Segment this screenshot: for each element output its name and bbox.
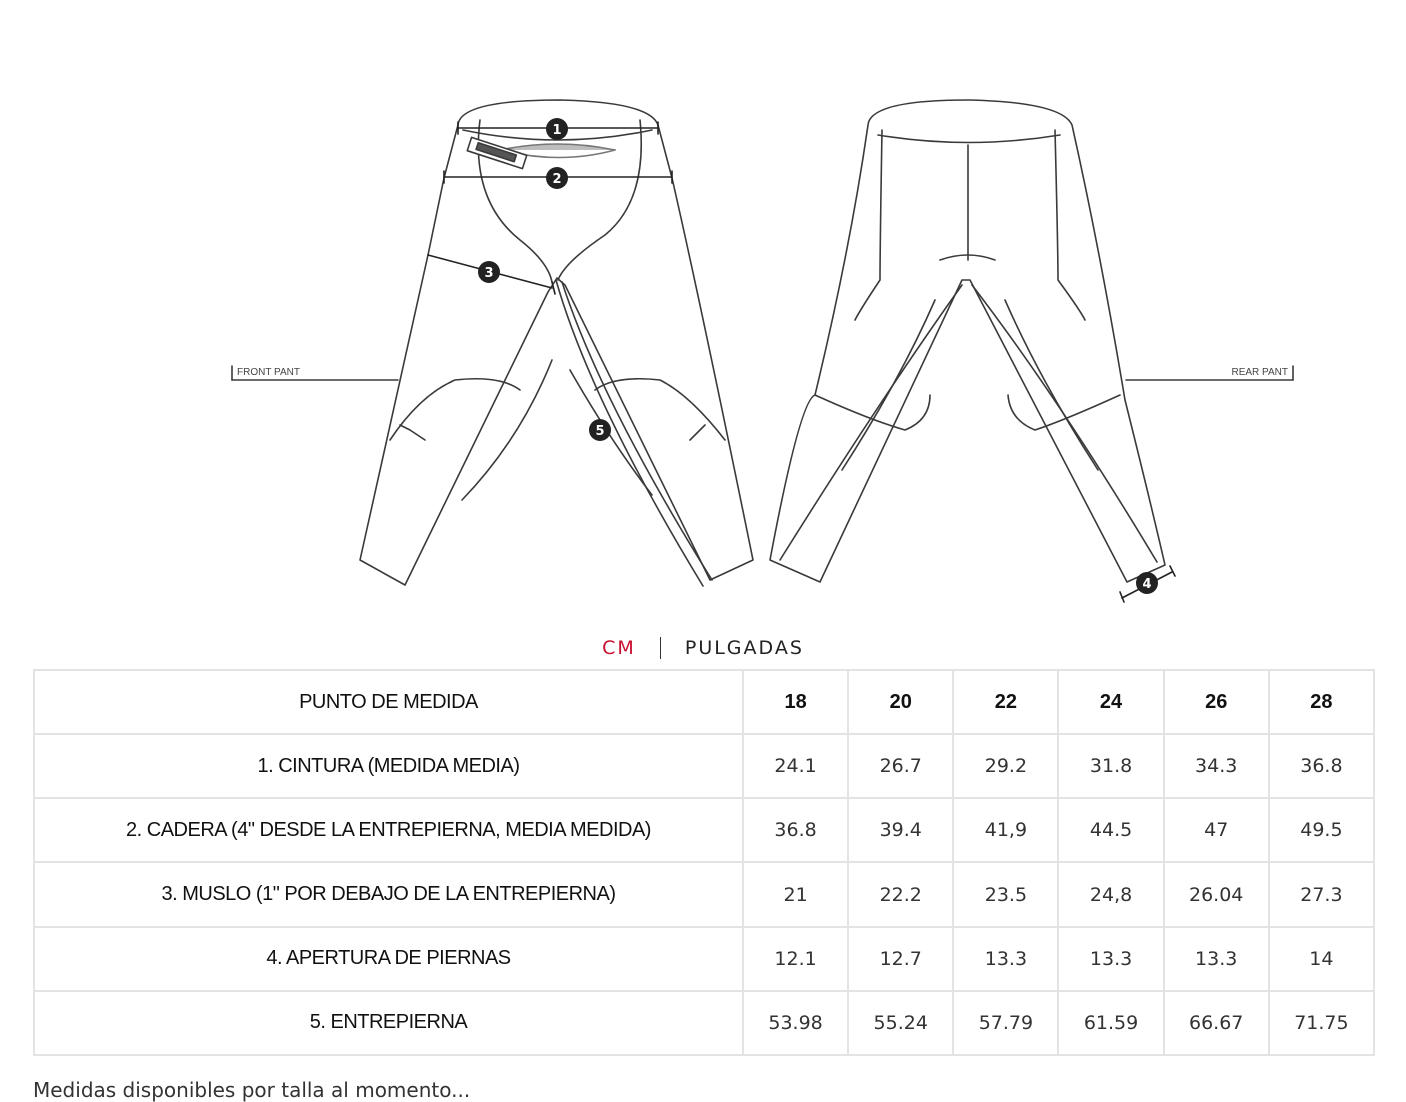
marker-4-label: 4	[1142, 577, 1152, 592]
table-cell: 29.2	[953, 734, 1058, 798]
table-cell: 21	[743, 862, 848, 926]
table-cell: 57.79	[953, 991, 1058, 1055]
table-cell: 13.3	[953, 927, 1058, 991]
table-row	[34, 862, 1374, 926]
table-cell: 41,9	[953, 798, 1058, 862]
table-row	[34, 991, 1374, 1055]
row-label: 4. APERTURA DE PIERNAS	[34, 927, 743, 991]
table-cell: 31.8	[1058, 734, 1163, 798]
front-pant-label: FRONT PANT	[237, 367, 300, 378]
table-row	[34, 734, 1374, 798]
header-size: 24	[1058, 670, 1163, 734]
row-label: 1. CINTURA (MEDIDA MEDIA)	[34, 734, 743, 798]
table-cell: 61.59	[1058, 991, 1163, 1055]
size-chart-table	[33, 669, 1375, 1056]
table-cell: 66.67	[1164, 991, 1269, 1055]
marker-3-label: 3	[484, 266, 494, 281]
table-cell: 26.7	[848, 734, 953, 798]
marker-1-label: 1	[552, 123, 562, 138]
table-cell: 36.8	[1269, 734, 1374, 798]
table-cell: 53.98	[743, 991, 848, 1055]
header-size: 18	[743, 670, 848, 734]
header-measure-point: PUNTO DE MEDIDA	[34, 670, 743, 734]
row-label: 3. MUSLO (1" POR DEBAJO DE LA ENTREPIERNA)	[34, 862, 743, 926]
table-cell: 49.5	[1269, 798, 1374, 862]
marker-2-label: 2	[552, 172, 562, 187]
row-label: 5. ENTREPIERNA	[34, 991, 743, 1055]
table-cell: 71.75	[1269, 991, 1374, 1055]
header-size: 26	[1164, 670, 1269, 734]
table-cell: 44.5	[1058, 798, 1163, 862]
row-label: 2. CADERA (4" DESDE LA ENTREPIERNA, MEDIA MEDIDA)	[34, 798, 743, 862]
table-cell: 13.3	[1058, 927, 1163, 991]
table-cell: 26.04	[1164, 862, 1269, 926]
marker-5-label: 5	[595, 424, 605, 439]
table-cell: 36.8	[743, 798, 848, 862]
table-cell: 27.3	[1269, 862, 1374, 926]
table-cell: 13.3	[1164, 927, 1269, 991]
table-cell: 55.24	[848, 991, 953, 1055]
table-cell: 12.7	[848, 927, 953, 991]
table-cell: 12.1	[743, 927, 848, 991]
header-size: 20	[848, 670, 953, 734]
table-cell: 24.1	[743, 734, 848, 798]
table-header-row	[34, 670, 1374, 734]
header-size: 22	[953, 670, 1058, 734]
table-cell: 39.4	[848, 798, 953, 862]
table-cell: 23.5	[953, 862, 1058, 926]
unit-divider	[660, 637, 661, 659]
table-cell: 34.3	[1164, 734, 1269, 798]
unit-inches-button[interactable]: PULGADAS	[684, 636, 804, 659]
unit-cm-button[interactable]: CM	[602, 636, 636, 659]
rear-pant-label: REAR PANT	[1231, 367, 1288, 378]
unit-toggle	[0, 636, 1406, 659]
table-cell: 47	[1164, 798, 1269, 862]
table-cell: 22.2	[848, 862, 953, 926]
header-size: 28	[1269, 670, 1374, 734]
table-row	[34, 927, 1374, 991]
table-cell: 24,8	[1058, 862, 1163, 926]
table-cell: 14	[1269, 927, 1374, 991]
table-row	[34, 798, 1374, 862]
footnote: Medidas disponibles por talla al momento...	[33, 1078, 471, 1102]
